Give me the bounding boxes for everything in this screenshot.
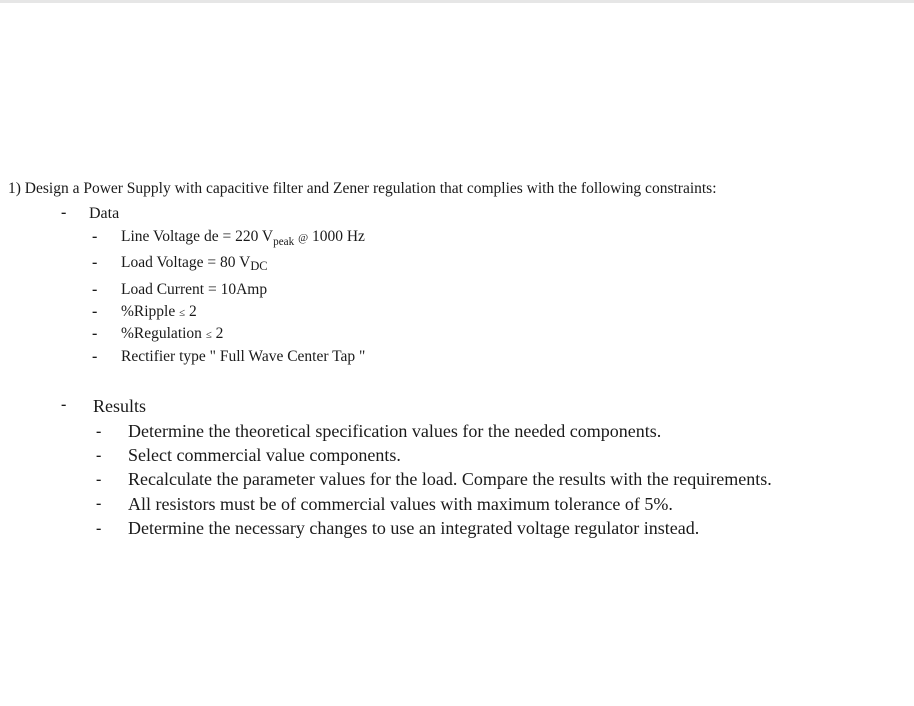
regulation-item [121,325,223,343]
data-section-dash: - [61,204,67,221]
results-section-dash: - [61,396,67,413]
problem-title: 1) Design a Power Supply with capacitive filter and Zener regulation that complies with the following constraints: [8,180,717,197]
data-item-dash: - [92,303,98,320]
load-current-item [121,281,267,299]
regulation-operator: ≤ [205,329,212,341]
ripple-value: 2 [188,303,197,320]
line-voltage-item [121,228,365,246]
load-current-label: Load Current [121,281,205,298]
result-item: Determine the necessary changes to use an integrated voltage regulator instead. [128,518,700,538]
load-voltage-value: 80 V [220,254,251,271]
result-item-dash: - [96,447,102,464]
result-item-dash: - [96,471,102,488]
load-current-value: 10Amp [220,281,268,298]
rectifier-item: Rectifier type " Full Wave Center Tap " [121,348,366,365]
data-section-label: Data [89,205,120,222]
line-voltage-value: 220 V [235,228,274,245]
at-symbol: @ [298,232,309,244]
regulation-value: 2 [215,325,224,342]
data-item-dash: - [92,325,98,342]
load-voltage-subscript: DC [250,259,268,274]
result-item: Select commercial value components. [128,445,401,465]
load-current-eq: = [207,281,217,298]
result-item-dash: - [96,423,102,440]
data-item-dash: - [92,228,98,245]
line-voltage-label: Line Voltage de [121,228,219,245]
result-item: All resistors must be of commercial values with maximum tolerance of 5%. [128,494,673,514]
results-section-label: Results [93,396,147,416]
load-voltage-eq: = [207,254,217,271]
result-item: Recalculate the parameter values for the load. Compare the results with the requirements. [128,469,772,489]
data-item-dash: - [92,254,98,271]
load-voltage-item [121,254,268,272]
data-item-dash: - [92,281,98,298]
result-item-dash: - [96,520,102,537]
regulation-label: %Regulation [121,325,202,342]
line-voltage-eq: = [222,228,232,245]
ripple-operator: ≤ [179,307,186,319]
line-frequency: 1000 Hz [311,228,365,245]
ripple-item [121,303,197,321]
data-item-dash: - [92,348,98,365]
result-item: Determine the theoretical specification values for the needed components. [128,421,662,441]
ripple-label: %Ripple [121,303,176,320]
load-voltage-label: Load Voltage [121,254,204,271]
line-voltage-subscript: peak [273,235,295,248]
result-item-dash: - [96,495,102,512]
